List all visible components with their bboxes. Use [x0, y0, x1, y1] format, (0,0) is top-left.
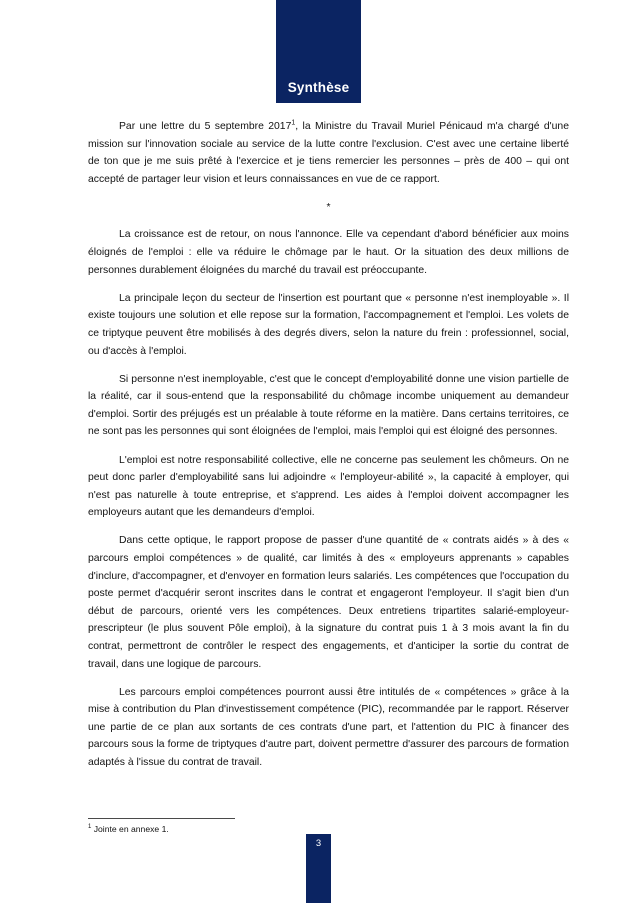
page-title: Synthèse [287, 79, 350, 95]
paragraph-5: L'emploi est notre responsabilité collective, elle ne concerne pas seulement les chômeurs. On ne peut donc parler d'employabilité sans lui adjoindre « l'employeur-abilité », la capacité à employer, qui n'est pas naturelle à toute entreprise, et s'apprend. Les aides à l'emploi doivent accompagner les employeurs autant que les demandeurs d'emploi. [88, 454, 569, 519]
document-body [88, 118, 569, 772]
page-number: 3 [315, 838, 322, 849]
paragraph-2: La croissance est de retour, on nous l'annonce. Elle va cependant d'abord bénéficier aux moins éloignés de l'emploi : elle va réduire le chômage par le haut. Or la situation des deux millions de personnes durablement éloignées du marché du travail est préoccupante. [88, 229, 569, 276]
page-number-block [306, 834, 331, 903]
footnote-text: Jointe en annexe 1. [91, 824, 169, 834]
section-title-block [276, 0, 361, 103]
paragraph-1: Par une lettre du 5 septembre 2017$^1$, la Ministre du Travail Muriel Pénicaud m'a chargé d'une mission sur l'innovation sociale au service de la lutte contre l'exclusion. C'est avec une certaine liberté de ton que je me suis prêté à l'exercice et je tiens remercier les personnes – près de 400 – qui ont accepté de partager leur vision et leurs connaissances en vue de ce rapport. [88, 119, 569, 185]
paragraph-6: Dans cette optique, le rapport propose de passer d'une quantité de « contrats aidés » à des « parcours emploi compétences » de qualité, car limités à des « employeurs apprenants » capables d'inclure, d'accompagner, et d'envoyer en formation leurs salariés. Les compétences que l'occupation du poste permet d'acquérir seront inscrites dans le contrat et engageront l'employeur. Il s'agit bien d'un début de parcours, orienté vers les compétences. Deux entretiens tripartites salarié-employeur-prescripteur (le plus souvent Pôle emploi), à la signature du contrat puis 1 à 3 mois avant la fin du contrat, permettront de contrôler le respect des engagements, et d'anticiper la sortie du contrat de travail, dans une logique de parcours. [88, 535, 569, 670]
footnote-reference[interactable]: 1 [291, 119, 296, 127]
footnote-area [88, 818, 569, 835]
paragraph-4: Si personne n'est inemployable, c'est que le concept d'employabilité donne une vision partielle de la réalité, car il sous-entend que la responsabilité du chômage incombe uniquement au demandeur d'emploi. Sortir des préjugés est un préalable à toute réforme en la matière. Dans certains territoires, ce ne sont pas les personnes qui sont éloignées de l'emploi, mais l'emploi qui est éloigné des personnes. [88, 373, 569, 438]
footnote-marker: 1 [88, 824, 92, 831]
paragraph-7: Les parcours emploi compétences pourront aussi être intitulés de « compétences » grâce à la mise à contribution du Plan d'investissement compétence (PIC), recommandée par le rapport. Réserver une partie de ce plan aux sortants de ces contrats d'une part, et l'attention du PIC à financer des parcours sous la forme de triptyques d'autre part, doivent permettre d'assurer des parcours de formation adaptés à l'issue du contrat de travail. [88, 686, 569, 768]
paragraph-3: La principale leçon du secteur de l'insertion est pourtant que « personne n'est inemployable ». Il existe toujours une solution et elle repose sur la formation, l'accompagnement et l'emploi. Les volets de ce triptyque peuvent être mobilisés à des degrés divers, selon la nature du frein : professionnel, social, ou d'accès à l'emploi. [88, 292, 569, 357]
section-separator-asterisk: * [326, 201, 331, 213]
footnote-separator-rule [88, 818, 235, 819]
